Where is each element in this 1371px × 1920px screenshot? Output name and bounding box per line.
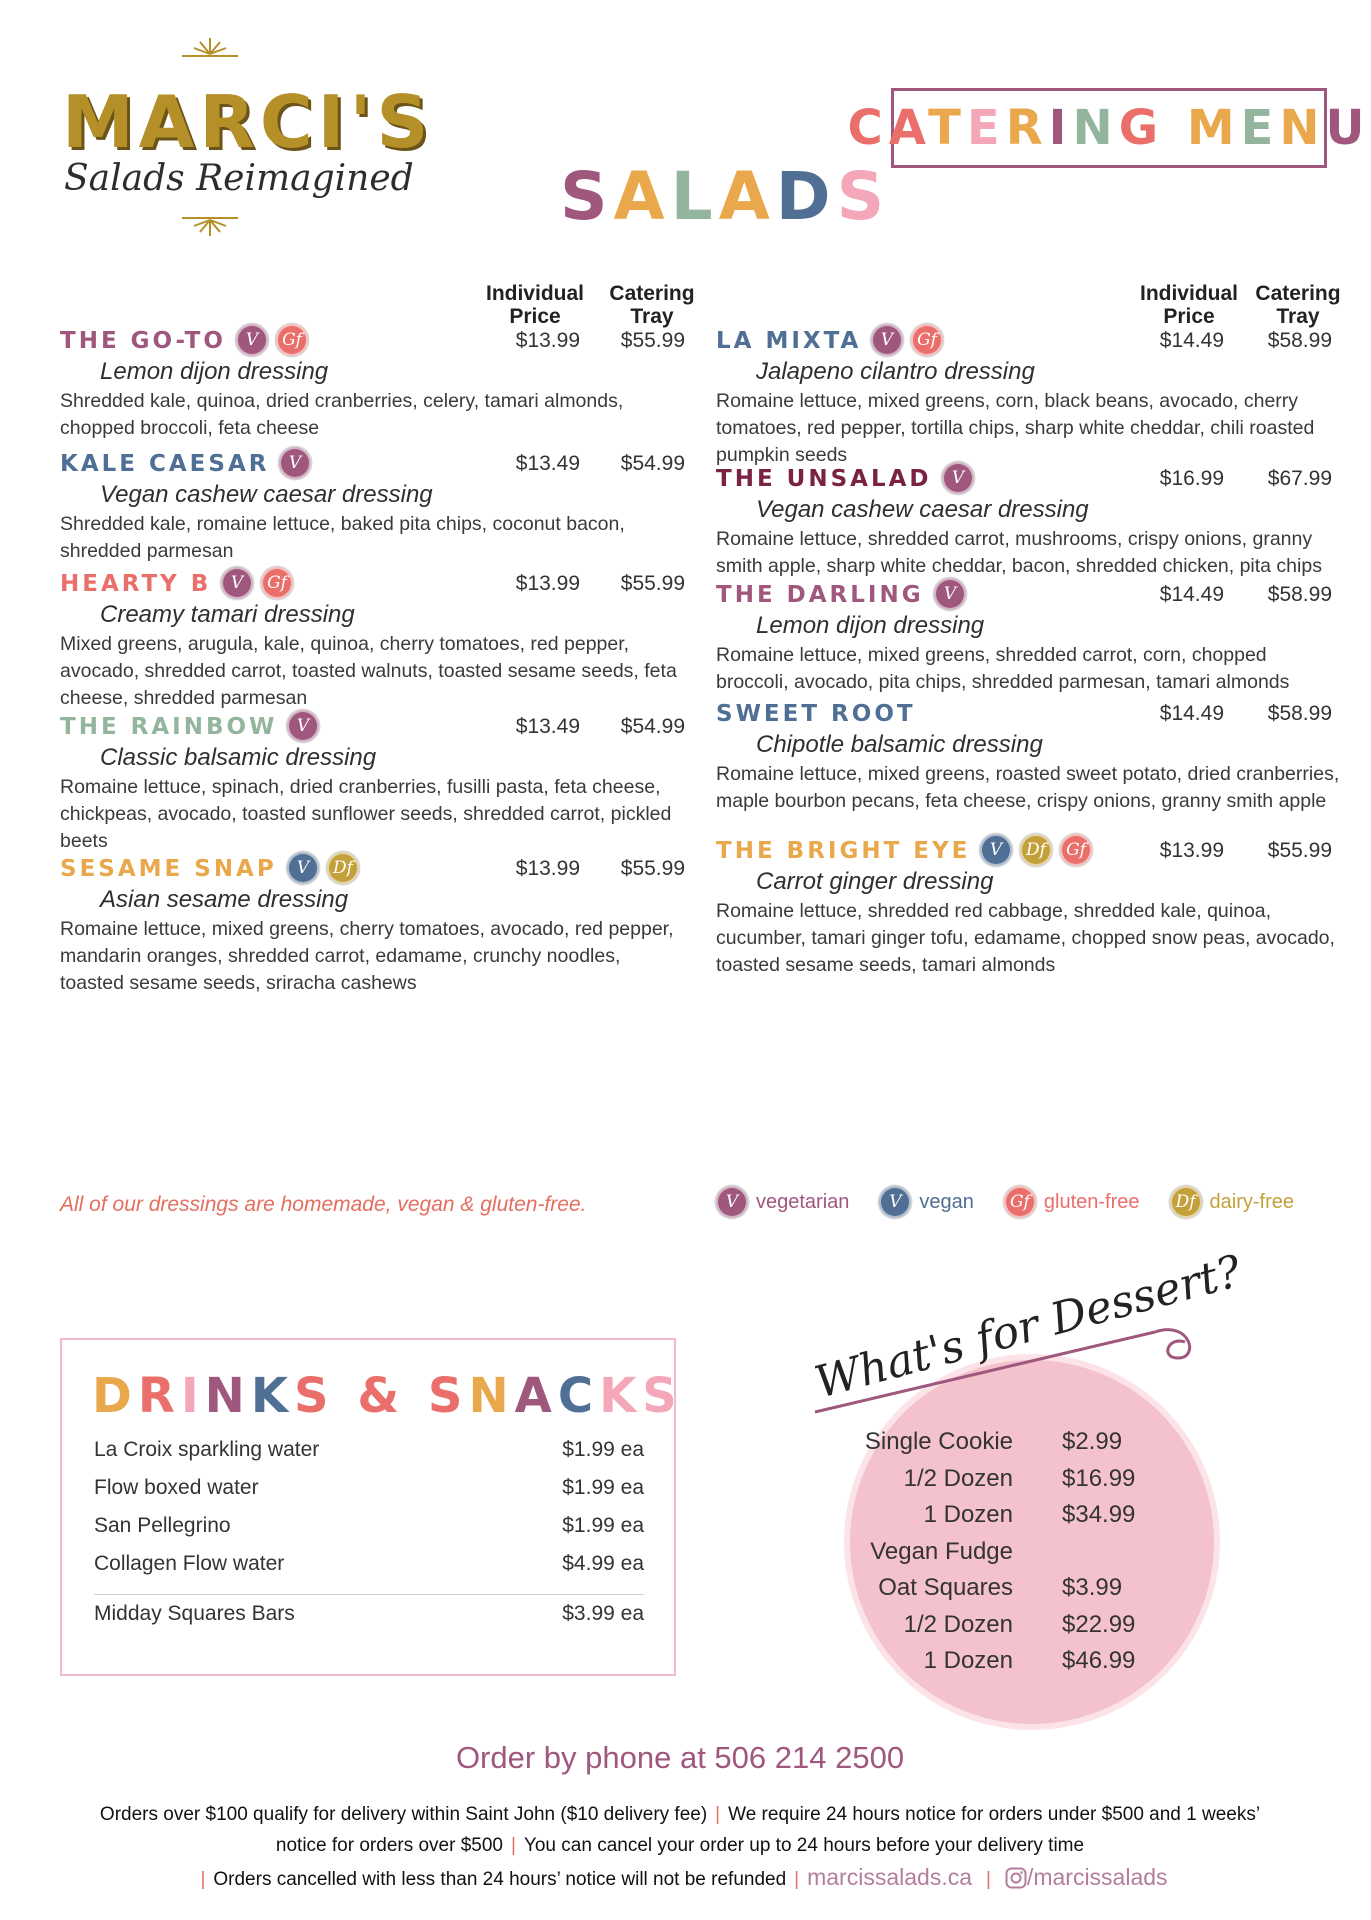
dessert-section [800, 1245, 1247, 1710]
drink-item [94, 1438, 644, 1462]
title-letter: A [613, 158, 671, 235]
sunburst-ornament-bottom-icon [50, 214, 370, 243]
gluten-free-badge-icon: Gf [276, 324, 308, 356]
dessert-name: 1/2 Dozen [903, 1610, 1013, 1638]
individual-price: $13.49 [515, 715, 580, 738]
title-letter: D [775, 158, 837, 235]
title-letter: D [92, 1368, 138, 1424]
salad-name: SWEET ROOT [716, 701, 916, 727]
catering-tray-price: $67.99 [1267, 467, 1332, 490]
dessert-name: 1 Dozen [923, 1501, 1013, 1528]
legend-item [879, 1186, 974, 1218]
dessert-item [800, 1465, 1240, 1497]
instagram-icon [1005, 1867, 1027, 1895]
vegan-badge-icon: V [879, 1186, 911, 1218]
drink-price: $1.99 ea [562, 1438, 644, 1461]
catering-tray-price: $54.99 [620, 715, 685, 738]
title-letter [1164, 100, 1187, 156]
dessert-name: Oat Squares [878, 1574, 1013, 1601]
salad-ingredients: Romaine lettuce, shredded red cabbage, shredded kale, quinoa, cucumber, tamari ginger tofu, edamame, chopped snow peas, avocado, toasted sesame seeds, tamari almonds [716, 900, 1335, 976]
gluten-free-badge-icon: Gf [911, 324, 943, 356]
drink-name: Collagen Flow water [94, 1552, 285, 1575]
drink-price: $1.99 ea [562, 1514, 644, 1537]
catering-menu-title [847, 100, 1370, 156]
title-letter: C [557, 1368, 600, 1424]
individual-price: $13.99 [515, 572, 580, 595]
individual-price: $14.49 [1159, 583, 1224, 606]
salads-heading [560, 158, 890, 235]
salad-dressing: Lemon dijon dressing [756, 612, 985, 639]
salad-dressing: Vegan cashew caesar dressing [100, 481, 433, 508]
salad-item [60, 567, 685, 712]
salad-dressing: Lemon dijon dressing [100, 358, 329, 385]
salad-name: THE RAINBOW [60, 714, 278, 740]
salad-dressing: Asian sesame dressing [100, 886, 349, 913]
vegan-badge-icon: V [287, 852, 319, 884]
salad-name: THE UNSALAD [716, 466, 932, 492]
title-letter: N [468, 1368, 515, 1424]
dessert-price: $3.99 [1062, 1574, 1123, 1601]
salad-ingredients: Romaine lettuce, mixed greens, roasted sweet potato, dried cranberries, maple bourbon pecans, feta cheese, crispy onions, granny smith apple [716, 763, 1340, 812]
dietary-badges [871, 324, 943, 356]
dessert-price: $2.99 [1062, 1428, 1123, 1455]
salad-name: THE GO-TO [60, 328, 226, 354]
legend-item [1004, 1186, 1140, 1218]
salad-item [716, 834, 1340, 979]
drink-name: Flow boxed water [94, 1476, 259, 1499]
catering-menu-banner [847, 88, 1371, 168]
salad-item [60, 852, 685, 997]
vegetarian-badge-icon: V [279, 447, 311, 479]
dietary-badges [279, 447, 311, 479]
dietary-legend [716, 1186, 1324, 1218]
brand-logo [50, 36, 434, 246]
dessert-name: Single Cookie [864, 1428, 1013, 1455]
dessert-name: 1/2 Dozen [903, 1464, 1013, 1492]
salad-name: THE DARLING [716, 582, 924, 608]
title-letter [405, 1368, 428, 1424]
legend-label: gluten-free [1043, 1190, 1140, 1213]
salad-name: LA MIXTA [716, 328, 862, 354]
salad-ingredients: Romaine lettuce, spinach, dried cranberries, fusilli pasta, feta cheese, chickpeas, avocado, toasted sunflower seeds, shredded carrot, pickled beets [60, 776, 672, 852]
salad-ingredients: Romaine lettuce, mixed greens, shredded carrot, corn, chopped broccoli, avocado, pita chips, shredded parmesan, tamari almonds [716, 644, 1290, 693]
vegetarian-badge-icon: V [221, 567, 253, 599]
dairy-free-badge-icon: Df [1020, 834, 1052, 866]
dairy-free-badge-icon: Df [327, 852, 359, 884]
title-letter: S [427, 1368, 469, 1424]
title-letter: N [204, 1368, 251, 1424]
dietary-badges [221, 567, 293, 599]
title-letter: U [1325, 100, 1371, 156]
title-letter [335, 1368, 358, 1424]
dessert-price: $46.99 [1062, 1647, 1136, 1674]
order-phone: Order by phone at 506 214 2500 [455, 1740, 905, 1775]
snack-price: $3.99 ea [562, 1602, 644, 1625]
dessert-item [800, 1611, 1240, 1643]
dessert-name: 1 Dozen [923, 1647, 1013, 1674]
catering-tray-price: $58.99 [1267, 702, 1332, 725]
legend-item [1170, 1186, 1294, 1218]
dietary-badges [287, 852, 359, 884]
individual-price-header: Individual Price [485, 282, 584, 328]
dietary-badges [980, 834, 1092, 866]
salad-ingredients: Mixed greens, arugula, kale, quinoa, cherry tomatoes, red pepper, avocado, shredded carrot, toasted walnuts, toasted sesame seeds, feta cheese, shredded parmesan [60, 633, 677, 709]
catering-tray-header: Catering Tray [1255, 282, 1341, 328]
catering-tray-price: $58.99 [1267, 583, 1332, 606]
title-letter: R [137, 1368, 181, 1424]
dessert-price: $22.99 [1062, 1610, 1136, 1638]
instagram-link[interactable]: /marcissalads [1005, 1869, 1168, 1890]
vegetarian-badge-icon: V [871, 324, 903, 356]
footer-line-2: notice for orders over $500 | You can cancel your order up to 24 hours before your delivery time [275, 1835, 1085, 1856]
brand-tagline: Salads Reimagined [64, 158, 414, 199]
salad-column-right [716, 282, 1341, 976]
salad-column-left [60, 282, 695, 994]
legend-label: vegan [919, 1190, 974, 1213]
drinks-divider [94, 1594, 644, 1595]
salad-name: KALE CAESAR [60, 451, 270, 477]
drink-item [94, 1552, 644, 1576]
title-letter: K [250, 1368, 295, 1424]
salad-dressing: Jalapeno cilantro dressing [756, 358, 1035, 385]
title-letter: A [888, 100, 929, 156]
catering-tray-price: $55.99 [620, 329, 685, 352]
legend-label: vegetarian [756, 1190, 850, 1213]
individual-price: $13.99 [515, 857, 580, 880]
dessert-name: Vegan Fudge [870, 1537, 1013, 1565]
catering-tray-price: $54.99 [620, 452, 685, 475]
dairy-free-badge-icon: Df [1170, 1186, 1202, 1218]
salad-ingredients: Shredded kale, quinoa, dried cranberries, celery, tamari almonds, chopped broccoli, feta cheese [60, 390, 624, 439]
footer-line-1: Orders over $100 qualify for delivery within Saint John ($10 delivery fee) | We require 24 hours notice for orders under $500 and 1 weeks’ [99, 1804, 1261, 1825]
vegetarian-badge-icon: V [716, 1186, 748, 1218]
title-letter: E [966, 100, 1006, 156]
catering-tray-price: $55.99 [1267, 839, 1332, 862]
dessert-item [800, 1428, 1240, 1460]
salad-name: THE BRIGHT EYE [716, 838, 971, 864]
salad-dressing: Vegan cashew caesar dressing [756, 496, 1089, 523]
title-letter: A [514, 1368, 558, 1424]
dessert-item [800, 1574, 1240, 1606]
title-letter: S [294, 1368, 335, 1424]
salad-ingredients: Romaine lettuce, mixed greens, corn, black beans, avocado, cherry tomatoes, red pepper, tortilla chips, sharp white cheddar, chili roasted pumpkin seeds [716, 390, 1315, 466]
title-letter: M [1186, 100, 1241, 156]
dessert-price: $34.99 [1062, 1501, 1136, 1528]
vegetarian-badge-icon: V [287, 710, 319, 742]
salad-item [716, 578, 1340, 696]
title-letter: L [670, 158, 719, 235]
legend-item [716, 1186, 849, 1218]
individual-price: $13.99 [515, 329, 580, 352]
catering-tray-price: $58.99 [1267, 329, 1332, 352]
salad-item [716, 324, 1340, 469]
vegan-badge-icon: V [980, 834, 1012, 866]
snack-name: Midday Squares Bars [94, 1602, 295, 1625]
drink-price: $4.99 ea [562, 1552, 644, 1575]
dietary-badges [287, 710, 319, 742]
catering-tray-price: $55.99 [620, 572, 685, 595]
dessert-item [800, 1501, 1240, 1533]
vegetarian-badge-icon: V [934, 578, 966, 610]
title-letter: G [1118, 100, 1165, 156]
salad-ingredients: Romaine lettuce, shredded carrot, mushrooms, crispy onions, granny smith apple, sharp white cheddar, bacon, shredded chicken, pita chips [716, 528, 1322, 577]
individual-price: $13.49 [515, 452, 580, 475]
drink-price: $1.99 ea [562, 1476, 644, 1499]
individual-price: $13.99 [1159, 839, 1224, 862]
catering-tray-header: Catering Tray [609, 282, 695, 328]
title-letter: I [1048, 100, 1073, 156]
drinks-snacks-title [92, 1368, 683, 1424]
title-letter: I [180, 1368, 205, 1424]
title-letter: T [928, 100, 967, 156]
individual-price: $14.49 [1159, 329, 1224, 352]
dessert-item [800, 1538, 1240, 1570]
salad-item [60, 710, 685, 855]
footer-line-3: | Orders cancelled with less than 24 hours’ notice will not be refunded | marcissalads.ca | /marcissalads [0, 1864, 1360, 1895]
dessert-item [800, 1647, 1240, 1679]
salad-name: HEARTY B [60, 571, 212, 597]
title-letter: S [836, 158, 891, 235]
salad-item [716, 697, 1340, 815]
title-letter: S [642, 1368, 683, 1424]
dessert-title [800, 1245, 1247, 1420]
salad-item [60, 447, 685, 565]
drink-name: La Croix sparkling water [94, 1438, 320, 1461]
salad-dressing: Classic balsamic dressing [100, 744, 377, 771]
gluten-free-badge-icon: Gf [261, 567, 293, 599]
salad-dressing: Carrot ginger dressing [756, 868, 994, 895]
dietary-badges [934, 578, 966, 610]
brand-name: MARCI'S [62, 80, 434, 164]
swirl-icon [1155, 1330, 1190, 1358]
dressings-note: All of our dressings are homemade, vegan & gluten-free. [60, 1193, 587, 1216]
title-letter: E [1240, 100, 1280, 156]
title-letter: & [357, 1368, 406, 1424]
salad-ingredients: Romaine lettuce, mixed greens, cherry tomatoes, avocado, red pepper, mandarin oranges, shredded carrot, edamame, crunchy noodles, toasted sesame seeds, sriracha cashews [60, 918, 674, 994]
drinks-snacks-box [60, 1338, 683, 1676]
title-letter: S [560, 158, 614, 235]
title-letter: A [718, 158, 776, 235]
individual-price-header: Individual Price [1139, 282, 1238, 328]
drink-item [94, 1514, 644, 1538]
dietary-badges [942, 462, 974, 494]
dessert-price: $16.99 [1062, 1464, 1136, 1492]
salad-item [60, 324, 685, 442]
gluten-free-badge-icon: Gf [1060, 834, 1092, 866]
title-letter: K [599, 1368, 643, 1424]
salad-name: SESAME SNAP [60, 856, 277, 882]
snack-item [94, 1602, 644, 1626]
sunburst-ornament-icon [50, 36, 370, 65]
salad-ingredients: Shredded kale, romaine lettuce, baked pita chips, coconut bacon, shredded parmesan [60, 513, 625, 562]
salad-dressing: Chipotle balsamic dressing [756, 731, 1043, 758]
title-letter: N [1072, 100, 1119, 156]
title-letter: C [847, 100, 889, 156]
legend-label: dairy-free [1209, 1190, 1295, 1213]
website-link[interactable]: marcissalads.ca [807, 1864, 972, 1890]
salad-dressing: Creamy tamari dressing [100, 601, 355, 628]
dietary-badges [236, 324, 308, 356]
individual-price: $16.99 [1159, 467, 1224, 490]
drink-item [94, 1476, 644, 1500]
vegetarian-badge-icon: V [942, 462, 974, 494]
dessert-title-text: What's for Dessert? [809, 1245, 1247, 1409]
catering-tray-price: $55.99 [620, 857, 685, 880]
vegetarian-badge-icon: V [236, 324, 268, 356]
individual-price: $14.49 [1159, 702, 1224, 725]
gluten-free-badge-icon: Gf [1004, 1186, 1036, 1218]
salad-item [716, 462, 1340, 580]
title-letter: R [1005, 100, 1049, 156]
drink-name: San Pellegrino [94, 1514, 231, 1537]
title-letter: N [1279, 100, 1326, 156]
